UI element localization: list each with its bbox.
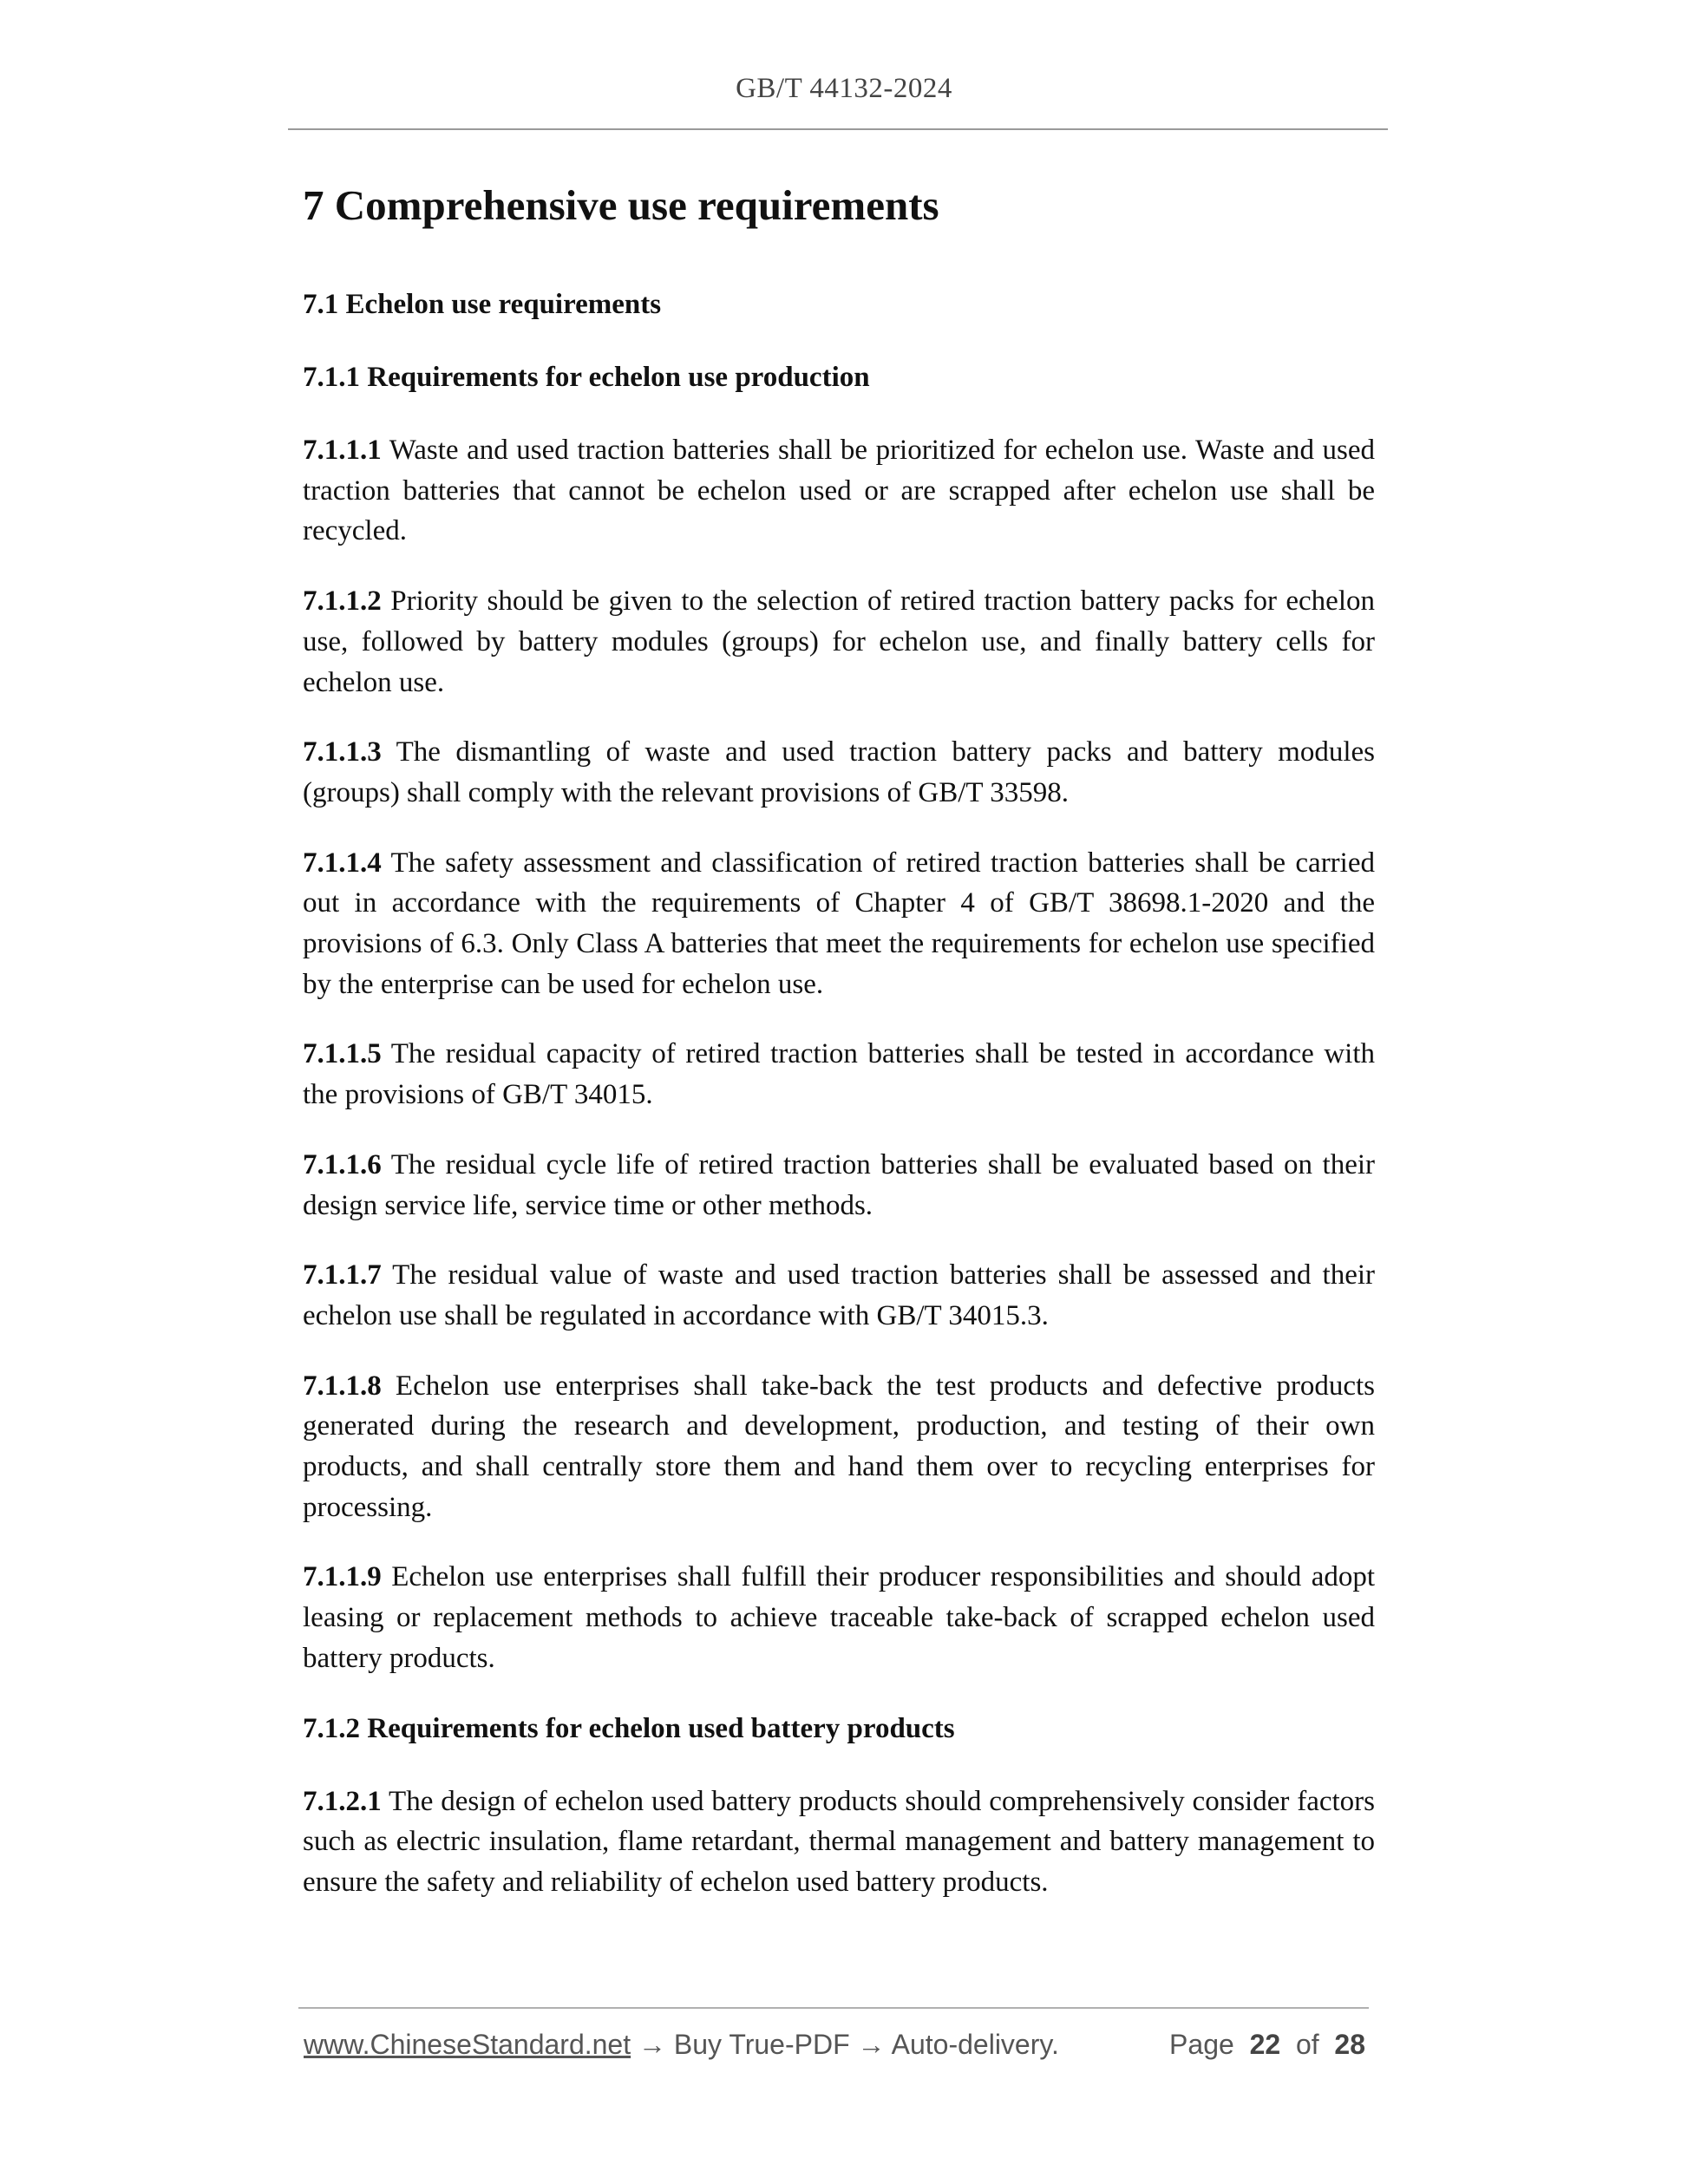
clause-7-1-1-8 — [303, 1366, 1375, 1528]
clause-7-1-1-3 — [303, 732, 1375, 813]
clause-number: 7.1.2.1 — [303, 1785, 382, 1817]
clause-text: The residual cycle life of retired traction batteries shall be evaluated based on their design service life, service time or other methods. — [303, 1148, 1375, 1221]
clause-number: 7.1.1.7 — [303, 1259, 382, 1291]
document-id-header: GB/T 44132-2024 — [736, 73, 952, 104]
section-heading-7-1: 7.1 Echelon use requirements — [303, 289, 662, 320]
clause-number: 7.1.1.1 — [303, 435, 382, 466]
clause-text: Priority should be given to the selection of retired traction battery packs for echelon use, followed by battery modules (groups) for echelon use, and finally battery cells for echelon use. — [303, 585, 1375, 698]
footer-divider — [298, 2007, 1369, 2009]
page-footer — [304, 2025, 1365, 2063]
clause-text: The safety assessment and classification of retired traction batteries shall be carried out in accordance with the requirements of Chapter 4 of GB/T 38698.1-2020 and the provisions of 6.3. Only Class A batteries that meet the requirements for echelon use specified by the enterprise can be used for echelon use. — [303, 847, 1375, 1000]
page-total: 28 — [1334, 2029, 1365, 2060]
chapter-title: 7 Comprehensive use requirements — [303, 181, 939, 229]
section-heading-7-1-2: 7.1.2 Requirements for echelon used battery products — [303, 1712, 955, 1744]
page-content — [303, 175, 1375, 1932]
clause-number: 7.1.1.2 — [303, 585, 382, 618]
clause-7-1-1-7 — [303, 1255, 1375, 1336]
clause-number: 7.1.1.3 — [303, 736, 382, 768]
page-current: 22 — [1249, 2029, 1281, 2060]
page-label: Page — [1169, 2029, 1234, 2060]
clause-number: 7.1.1.9 — [303, 1561, 382, 1593]
clause-text: Echelon use enterprises shall take-back the test products and defective products generated during the research and development, production, and testing of their own products, and shall centrally store them and hand them over to recycling enterprises for processing. — [303, 1370, 1376, 1523]
clause-number: 7.1.1.4 — [303, 847, 382, 879]
clause-text: Waste and used traction batteries shall be prioritized for echelon use. Waste and used traction batteries that cannot be echelon used or are scrapped after echelon use shall be recycled. — [303, 435, 1376, 547]
clause-text: The dismantling of waste and used traction battery packs and battery modules (groups) shall comply with the relevant provisions of GB/T 33598. — [303, 736, 1376, 808]
clause-7-1-1-5 — [303, 1034, 1375, 1115]
clause-number: 7.1.1.8 — [303, 1370, 382, 1402]
clause-text: The residual value of waste and used traction batteries shall be assessed and their echelon use shall be regulated in accordance with GB/T 34015.3. — [303, 1259, 1376, 1331]
section-heading-7-1-1: 7.1.1 Requirements for echelon use production — [303, 362, 870, 393]
clause-number: 7.1.1.5 — [303, 1038, 382, 1070]
header-divider — [288, 128, 1388, 130]
clause-7-1-1-9 — [303, 1557, 1375, 1678]
promo-text: → Buy True-PDF → Auto-delivery. — [638, 2029, 1059, 2060]
clause-7-1-1-4 — [303, 843, 1375, 1005]
clause-text: The residual capacity of retired traction batteries shall be tested in accordance with the provisions of GB/T 34015. — [303, 1038, 1376, 1111]
clause-7-1-1-1 — [303, 430, 1375, 552]
page-of-label: of — [1295, 2029, 1319, 2060]
clause-text: Echelon use enterprises shall fulfill their producer responsibilities and should adopt leasing or replacement methods to achieve traceable take-back of scrapped echelon used battery products. — [303, 1561, 1376, 1674]
clause-7-1-1-2 — [303, 581, 1375, 703]
clause-7-1-2-1 — [303, 1782, 1375, 1903]
page-indicator — [1169, 2025, 1365, 2063]
site-link[interactable]: www.ChineseStandard.net — [304, 2029, 631, 2060]
clause-7-1-1-6 — [303, 1145, 1375, 1226]
clause-text: The design of echelon used battery products should comprehensively consider factors such as electric insulation, flame retardant, thermal management and battery management to ensure the safety and reliability of echelon used battery products. — [303, 1785, 1375, 1898]
clause-number: 7.1.1.6 — [303, 1148, 382, 1180]
